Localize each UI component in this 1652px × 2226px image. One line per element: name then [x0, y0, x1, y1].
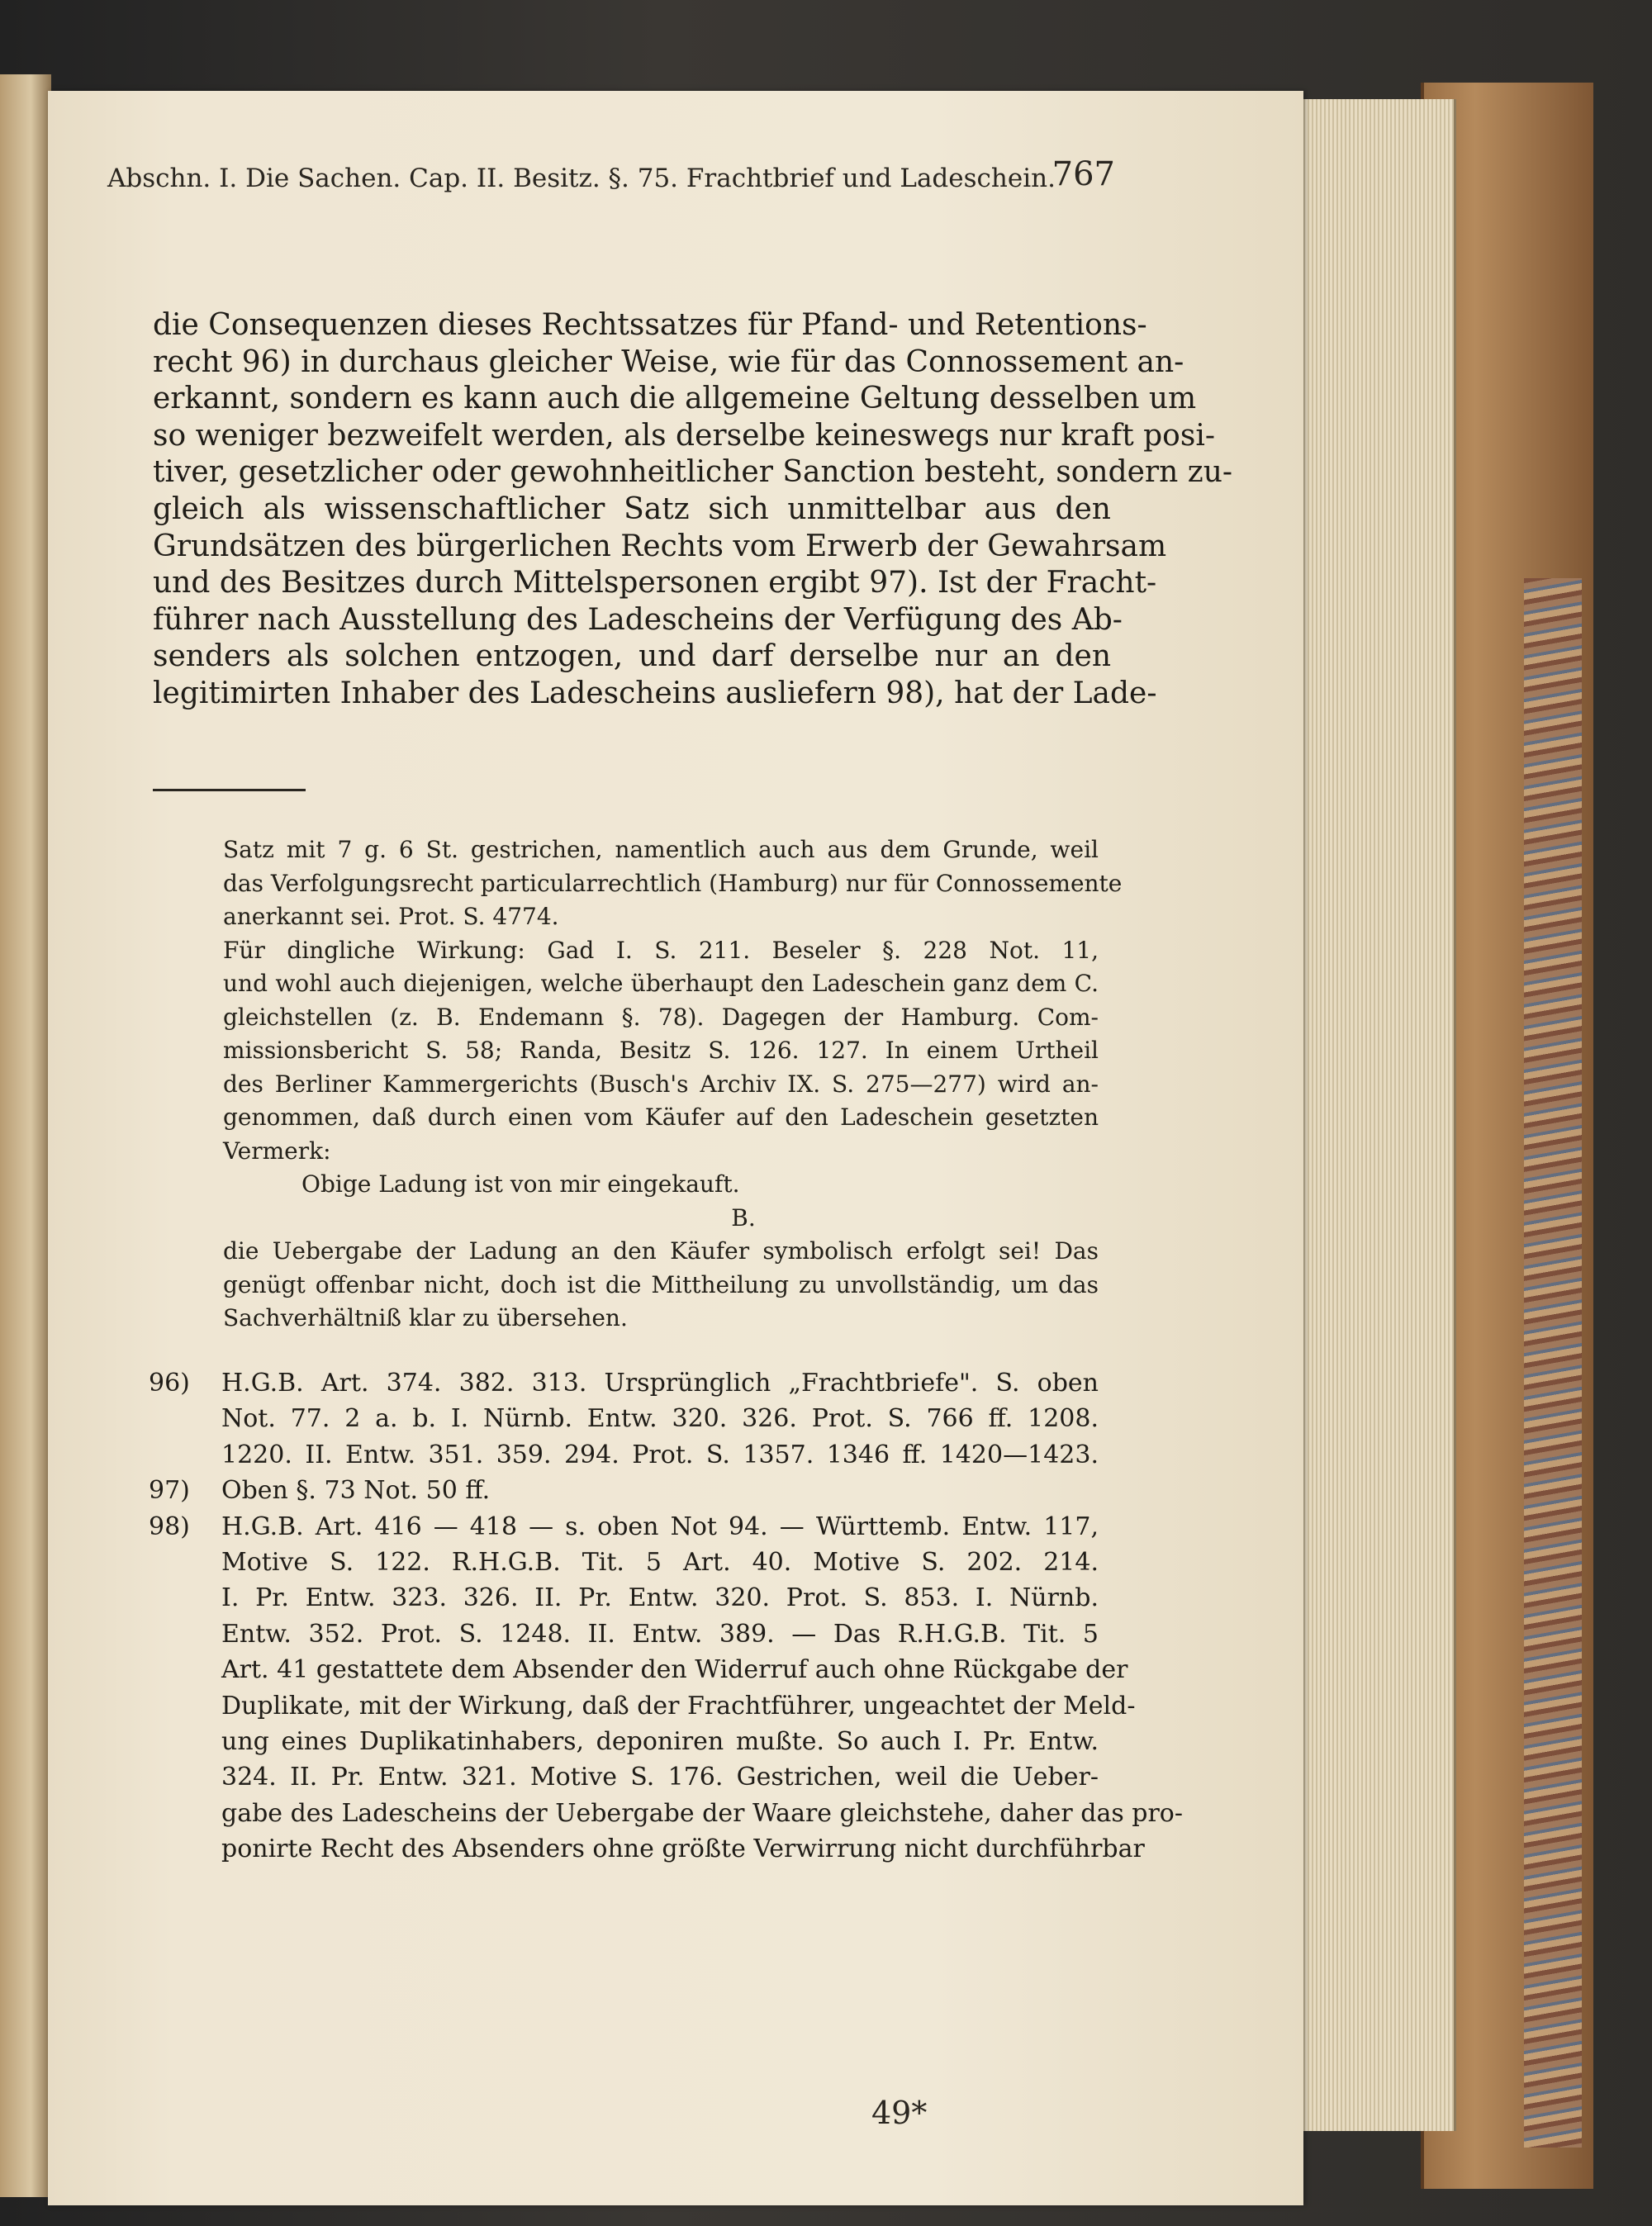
note-line: Sachverhältniß klar zu übersehen. [223, 1304, 628, 1331]
footnote-97 [149, 1474, 1099, 1510]
footnote-number: 97) [149, 1476, 190, 1506]
footnote-line: Art. 41 gestattete dem Absender den Widerruf auch ohne Rückgabe der [221, 1655, 1128, 1685]
note-line: genommen, daß durch einen vom Käufer auf den Ladeschein gesetzten [223, 1104, 1099, 1131]
note-line: genügt offenbar nicht, doch ist die Mittheilung zu unvollständig, um das [223, 1270, 1099, 1298]
text-line: die Consequenzen dieses Rechtssatzes für Pfand- und Retentions- [153, 308, 1147, 342]
footnote-line: ung eines Duplikatinhabers, deponiren mußte. So auch I. Pr. Entw. [221, 1726, 1099, 1756]
text-line: gleich als wissenschaftlicher Satz sich unmittelbar aus den [153, 491, 1111, 526]
page-header [107, 155, 1115, 198]
running-title: Abschn. I. Die Sachen. Cap. II. Besitz. §. 75. Frachtbrief und Ladeschein. [107, 164, 1056, 193]
continued-note [223, 834, 1123, 1336]
footnote-line: H.G.B. Art. 416 — 418 — s. oben Not 94. — Württemb. Entw. 117, [221, 1512, 1099, 1541]
note-line: des Berliner Kammergerichts (Busch's Archiv IX. S. 275—277) wird an- [223, 1070, 1099, 1098]
quoted-endorsement: Obige Ladung ist von mir eingekauft. [301, 1170, 740, 1198]
footnote-line: Entw. 352. Prot. S. 1248. II. Entw. 389. — Das R.H.G.B. Tit. 5 [221, 1619, 1099, 1649]
note-line: die Uebergabe der Ladung an den Käufer symbolisch erfolgt sei! Das [223, 1237, 1099, 1265]
footnote-96 [149, 1367, 1099, 1474]
page-stack-edge [1289, 99, 1456, 2131]
note-line: und wohl auch diejenigen, welche überhaupt den Ladeschein ganz dem C. [223, 970, 1099, 997]
text-line: führer nach Ausstellung des Ladescheins der Verfügung des Ab- [153, 602, 1123, 637]
footnote-98 [149, 1511, 1184, 1869]
page-number: 767 [1051, 155, 1115, 193]
note-line: gleichstellen (z. B. Endemann §. 78). Dagegen der Hamburg. Com- [223, 1003, 1099, 1031]
footnote-line: Duplikate, mit der Wirkung, daß der Frachtführer, ungeachtet der Meld- [221, 1691, 1136, 1721]
note-line: Vermerk: [223, 1137, 331, 1165]
note-line: Für dingliche Wirkung: Gad I. S. 211. Beseler §. 228 Not. 11, [223, 936, 1099, 964]
quote-signature: B. [731, 1203, 756, 1232]
text-line: Grundsätzen des bürgerlichen Rechts vom Erwerb der Gewahrsam [153, 529, 1167, 563]
note-line: missionsbericht S. 58; Randa, Besitz S. 126. 127. In einem Urtheil [223, 1037, 1099, 1064]
text-line: senders als solchen entzogen, und darf derselbe nur an den [153, 639, 1111, 674]
marbled-page-edge [1524, 578, 1582, 2148]
footnote-line: Oben §. 73 Not. 50 ff. [221, 1476, 491, 1506]
footnote-line: Motive S. 122. R.H.G.B. Tit. 5 Art. 40. Motive S. 202. 214. [221, 1547, 1099, 1577]
text-line: recht 96) in durchaus gleicher Weise, wie für das Connossement an- [153, 344, 1184, 379]
footnote-rule [153, 789, 306, 791]
note-line: Satz mit 7 g. 6 St. gestrichen, namentlich auch aus dem Grunde, weil [223, 836, 1099, 863]
footnote-number: 98) [149, 1512, 190, 1541]
main-text [153, 307, 1233, 713]
footnote-line: ponirte Recht des Absenders ohne größte Verwirrung nicht durchführbar [221, 1834, 1145, 1864]
text-line: erkannt, sondern es kann auch die allgemeine Geltung desselben um [153, 382, 1197, 416]
text-line: legitimirten Inhaber des Ladescheins ausliefern 98), hat der Lade- [153, 676, 1157, 710]
footnote-number: 96) [149, 1369, 190, 1398]
printer-signature-mark: 49* [871, 2095, 928, 2131]
note-line: das Verfolgungsrecht particularrechtlich (Hamburg) nur für Connossemente [223, 869, 1123, 897]
text-line: und des Besitzes durch Mittelspersonen ergibt 97). Ist der Fracht- [153, 566, 1157, 600]
left-page-edge [0, 74, 51, 2197]
footnote-line: gabe des Ladescheins der Uebergabe der Waare gleichstehe, daher das pro- [221, 1798, 1184, 1828]
footnote-line: H.G.B. Art. 374. 382. 313. Ursprünglich „Frachtbriefe". S. oben [221, 1369, 1099, 1398]
text-line: so weniger bezweifelt werden, als derselbe keineswegs nur kraft posi- [153, 418, 1215, 453]
footnote-line: I. Pr. Entw. 323. 326. II. Pr. Entw. 320. Prot. S. 853. I. Nürnb. [221, 1583, 1099, 1613]
footnote-line: 1220. II. Entw. 351. 359. 294. Prot. S. 1357. 1346 ff. 1420—1423. [221, 1440, 1099, 1469]
note-line: anerkannt sei. Prot. S. 4774. [223, 903, 559, 930]
text-line: tiver, gesetzlicher oder gewohnheitlicher Sanction besteht, sondern zu- [153, 455, 1233, 490]
footnote-line: 324. II. Pr. Entw. 321. Motive S. 176. Gestrichen, weil die Ueber- [221, 1763, 1099, 1792]
footnotes [149, 1367, 1184, 1868]
footnote-line: Not. 77. 2 a. b. I. Nürnb. Entw. 320. 326. Prot. S. 766 ff. 1208. [221, 1404, 1099, 1434]
